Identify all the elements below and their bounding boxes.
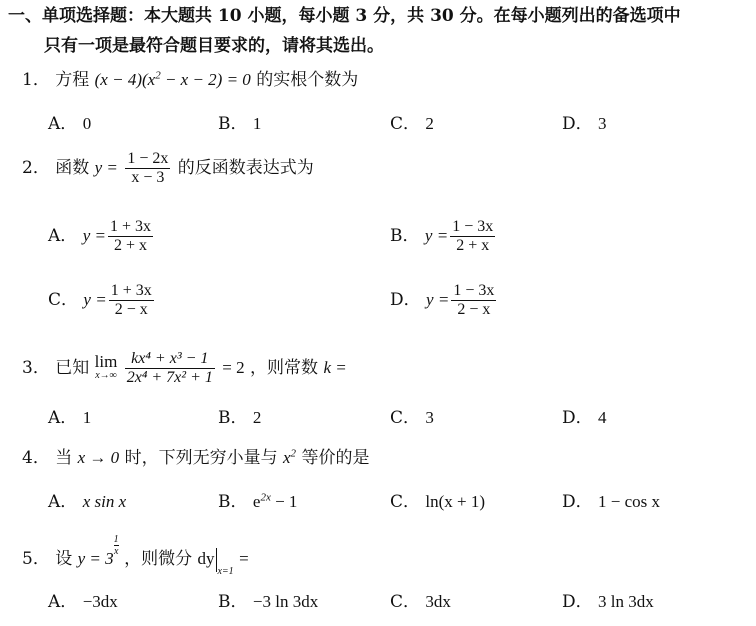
question-number: 2． (22, 158, 50, 178)
question-number: 4． (22, 448, 50, 468)
question-5-option-b: B． −3 ln 3dx (218, 592, 319, 612)
limit: lim x→∞ (94, 351, 118, 381)
question-4-stem: 4． 当 x → 0 时，下列无穷小量与 $x^2$ 等价的是 (22, 447, 370, 468)
question-2-option-c: C． y = $\frac{1 + 3x}{2 - x}$ (48, 282, 152, 318)
question-3-option-c: C． 3 (390, 408, 434, 428)
fraction: $\frac{1 - 2x}{x - 3}$ (127, 150, 169, 186)
question-2-option-d: D． y = $\frac{1 - 3x}{2 - x}$ (390, 282, 495, 318)
question-2-option-b: B． y = $\frac{1 - 3x}{2 + x}$ (390, 218, 494, 254)
stem-text: 当 (55, 448, 73, 468)
question-2-option-a: A． y = $\frac{1 + 3x}{2 + x}$ (48, 218, 151, 254)
question-4-option-a: A． x sin x (48, 492, 127, 512)
stem-text: 已知 (55, 358, 90, 378)
question-1-option-b: B． 1 (218, 114, 262, 134)
stem-text: 的反函数表达式为 (177, 158, 314, 178)
stem-text: 方程 (55, 70, 90, 90)
question-1-option-d: D． 3 (562, 114, 607, 134)
stem-text: ，则常数 (250, 358, 319, 378)
question-1-stem (22, 70, 358, 90)
question-5-stem: 5． 设 y = 3 $\frac{1}{x}$ ，则微分 $dy_{x=1}$ = (22, 534, 249, 577)
section-header-line2: 只有一项是最符合题目要求的，请将其选出。 (44, 36, 384, 56)
stem-text: ，则微分 (124, 549, 193, 569)
question-5-option-d: D． 3 ln 3dx (562, 592, 654, 612)
question-1-option-a: A． 0 (48, 114, 92, 134)
question-4-option-d: D． 1 − cos x (562, 492, 661, 512)
stem-text: 函数 (55, 158, 90, 178)
question-number: 5． (22, 549, 50, 569)
question-2-stem: 2． 函数 y = $\frac{1 - 2x}{x - 3}$ 的反函数表达式为 (22, 150, 314, 186)
question-3-option-d: D． 4 (562, 408, 607, 428)
question-4-option-b: B． $e^{2x} - 1$ (218, 491, 298, 512)
fraction: $\frac{\text{kx⁴ + x³ − 1}}{\text{2x⁴ + 7x² + 1}}$ (126, 350, 213, 386)
question-3-option-a: A． 1 (48, 408, 92, 428)
stem-text: 的实根个数为 (256, 70, 359, 90)
stem-text: 时，下列无穷小量与 (124, 448, 278, 468)
question-5-option-c: C． 3dx (390, 592, 451, 612)
question-5-option-a: A． −3dx (48, 592, 118, 612)
stem-text: 设 (55, 549, 73, 569)
question-3-option-b: B． 2 (218, 408, 262, 428)
question-1-option-c: C． 2 (390, 114, 434, 134)
stem-text: 等价的是 (301, 448, 370, 468)
exponent-fraction: $\frac{1}{x}$ (113, 534, 119, 557)
question-4-option-c: C． ln(x + 1) (390, 492, 486, 512)
equation: $(x - 4)(x^2 - x - 2) = 0$ (94, 69, 251, 89)
question-number: 3． (22, 358, 50, 378)
question-number: 1． (22, 70, 50, 90)
question-3-stem: 3． 已知 lim x→∞ $\frac{\text{kx⁴ + x³ − 1}}{\text{2x⁴ + 7x² + 1}}$ = 2 ，则常数 k = (22, 350, 347, 386)
section-header-line1: 一、单项选择题：本大题共 10 小题，每小题 3 分，共 30 分。在每小题列出的备选项中 (8, 6, 681, 26)
